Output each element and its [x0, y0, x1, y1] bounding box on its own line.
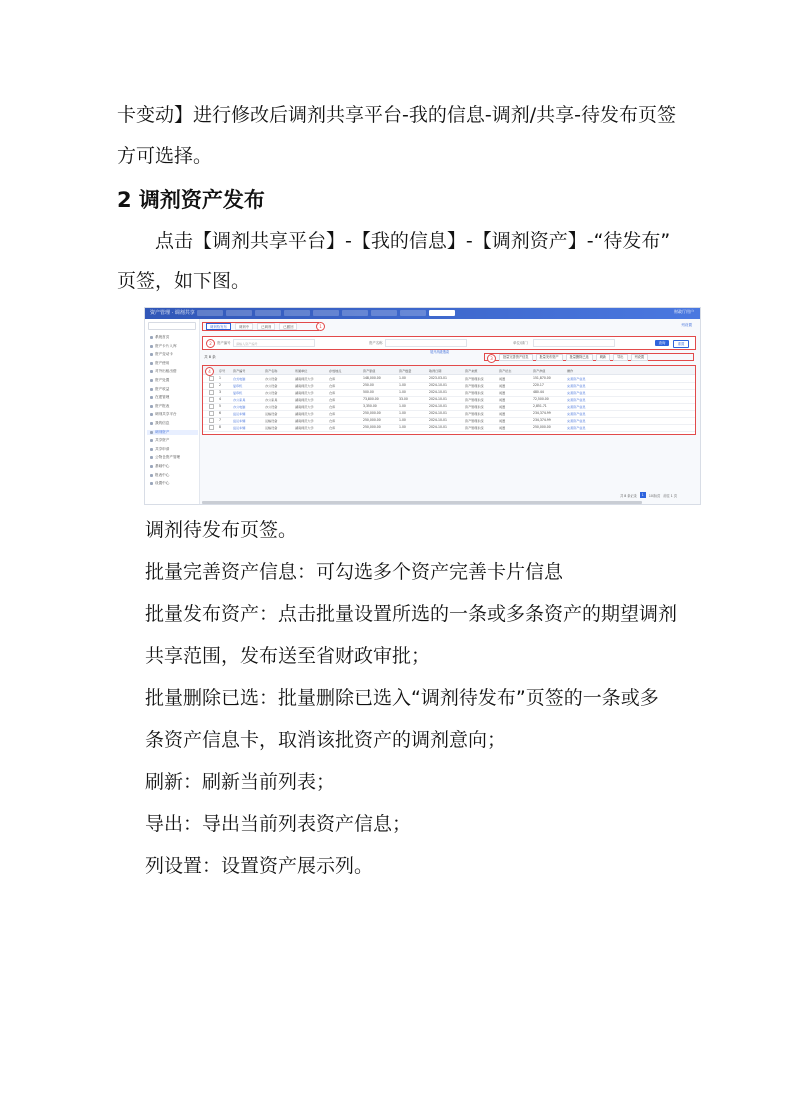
pager-size-select[interactable]: 10条/页	[648, 493, 661, 498]
sidebar-item[interactable]	[150, 369, 177, 374]
table-cell: 仓库	[329, 419, 336, 423]
table-cell: 仓库	[329, 391, 336, 395]
pager-current-page[interactable]: 1	[641, 493, 644, 497]
table-cell: 仓库	[329, 398, 336, 402]
menu-icon	[150, 353, 153, 356]
batch-publish-button[interactable]: 批量发布资产	[536, 354, 563, 361]
column-header[interactable]: 所属单位	[295, 369, 308, 373]
reset-button[interactable]: 重置	[673, 340, 689, 348]
callout-badge: 3	[487, 354, 496, 363]
table-cell: 4	[219, 397, 221, 401]
sidebar	[145, 319, 200, 504]
asset-code-input[interactable]	[233, 339, 315, 347]
table-cell: 1.00	[399, 411, 406, 415]
table-cell: 仓库	[329, 377, 336, 381]
table-cell: 资产管理系统	[465, 398, 484, 402]
menu-icon	[150, 396, 153, 399]
sidebar-item[interactable]	[150, 421, 169, 426]
export-button[interactable]: 导出	[613, 354, 627, 361]
column-header[interactable]: 资产原值	[363, 369, 376, 373]
sidebar-item[interactable]	[150, 455, 180, 460]
table-cell: 资产管理系统	[465, 384, 484, 388]
table-cell: 3	[219, 390, 221, 394]
menu-icon	[150, 465, 153, 468]
table-cell: 闲置	[499, 412, 506, 416]
table-cell[interactable]: 办公家具	[233, 398, 246, 402]
sidebar-item[interactable]	[150, 481, 169, 486]
row-action-link[interactable]: 完善资产信息	[567, 384, 586, 388]
topbar-tab-active[interactable]	[429, 310, 455, 316]
row-checkbox[interactable]	[209, 404, 214, 409]
pager-total: 共 8 条记录	[620, 493, 637, 498]
table-cell[interactable]: 复印机	[233, 384, 243, 388]
table-cell: 1.00	[399, 404, 406, 408]
table-cell: 250,000.00	[533, 425, 551, 429]
row-action-link[interactable]: 完善资产信息	[567, 412, 586, 416]
batch-complete-button[interactable]: 批量完善资产信息	[499, 354, 533, 361]
sidebar-item-label: 共享申请	[155, 446, 170, 451]
sidebar-item-label: 资产收益	[155, 386, 170, 391]
table-cell: 运输设备	[265, 426, 278, 430]
unit-input[interactable]	[533, 339, 615, 347]
table-cell: 1.00	[399, 383, 406, 387]
table-cell: 8	[219, 425, 221, 429]
menu-icon	[150, 482, 153, 485]
menu-icon	[150, 456, 153, 459]
table-cell: 6	[219, 411, 221, 415]
table-cell: 151,870.00	[533, 376, 551, 380]
table-cell: 2024-10-01	[429, 411, 447, 415]
table-cell: 1.00	[399, 418, 406, 422]
table-cell: 运输设备	[265, 419, 278, 423]
table-cell: 250,000.00	[363, 411, 381, 415]
asset-name-input[interactable]	[385, 339, 467, 347]
column-header[interactable]: 资产名称	[265, 369, 278, 373]
sidebar-item[interactable]	[150, 395, 169, 400]
table-cell: 湖南师范大学	[295, 426, 314, 430]
sidebar-item[interactable]	[150, 473, 169, 478]
table-cell: 仓库	[329, 384, 336, 388]
table-cell: 1.00	[399, 376, 406, 380]
topbar-tab[interactable]	[400, 310, 426, 316]
table-cell: 湖南师范大学	[295, 391, 314, 395]
table-cell: 仓库	[329, 412, 336, 416]
table-cell: 2024-10-01	[429, 418, 447, 422]
table-cell: 资产管理系统	[465, 391, 484, 395]
table-cell: 办公设备	[265, 384, 278, 388]
para-refresh: 刷新：刷新当前列表；	[145, 771, 336, 793]
topbar-tabs	[197, 310, 455, 316]
table-cell[interactable]: 复印机	[233, 391, 243, 395]
sidebar-item[interactable]	[150, 438, 169, 443]
table-cell: 480.44	[533, 390, 544, 394]
table-cell: 闲置	[499, 426, 506, 430]
horizontal-scrollbar[interactable]	[202, 501, 642, 504]
sidebar-item[interactable]	[147, 430, 198, 435]
table-cell: 湖南师范大学	[295, 398, 314, 402]
menu-icon	[150, 413, 153, 416]
para-batch-info: 批量完善资产信息：可勾选多个资产完善卡片信息	[145, 561, 564, 583]
row-checkbox[interactable]	[209, 411, 214, 416]
table-cell[interactable]: 办公电脑	[233, 405, 246, 409]
sidebar-item-label: 资产报表	[155, 403, 170, 408]
row-divider	[203, 431, 695, 432]
table-cell: 234,374.99	[533, 411, 551, 415]
sidebar-item-label: 资产卡片入库	[155, 343, 177, 348]
para-batch-publish-2: 共享范围，发布送至省财政审批；	[145, 645, 431, 667]
table-cell[interactable]: 货运车辆	[233, 426, 246, 430]
table-cell: 资产管理系统	[465, 377, 484, 381]
row-checkbox[interactable]	[209, 390, 214, 395]
menu-icon	[150, 431, 153, 434]
table-cell: 1	[219, 376, 221, 380]
table-cell: 2024-10-01	[429, 397, 447, 401]
para-export: 导出：导出当前列表资产信息；	[145, 813, 412, 835]
sidebar-item-label: 设置中心	[155, 481, 170, 486]
para-batch-delete-2: 条资产信息卡，取消该批资产的调剂意向；	[145, 729, 507, 751]
topbar-tab[interactable]	[255, 310, 281, 316]
table-cell: 湖南师范大学	[295, 384, 314, 388]
search-button[interactable]: 查询	[655, 340, 669, 346]
callout-badge: 4	[205, 367, 214, 376]
asset-code-label: 资产编号	[217, 341, 231, 345]
table-toolbar	[484, 353, 694, 361]
table-cell: 33.00	[399, 397, 408, 401]
row-action-link[interactable]: 完善资产信息	[567, 398, 586, 402]
user-name[interactable]: 财政厅用户	[674, 309, 694, 314]
table-cell: 2,851.71	[533, 404, 547, 408]
table-cell: 闲置	[499, 391, 506, 395]
table-cell: 资产管理系统	[465, 426, 484, 430]
table-cell: 73,800.00	[363, 397, 379, 401]
table-cell: 500.00	[363, 390, 374, 394]
table-cell: 仓库	[329, 405, 336, 409]
sidebar-item-label: 资产变动卡	[155, 352, 173, 357]
record-count: 共 8 条	[204, 355, 216, 359]
main-panel	[200, 319, 700, 504]
column-header[interactable]: 资产来源	[465, 369, 478, 373]
topbar-tab[interactable]	[197, 310, 223, 316]
table-cell: 闲置	[499, 405, 506, 409]
table-cell[interactable]: 货运车辆	[233, 419, 246, 423]
para-tab: 调剂待发布页签。	[145, 519, 298, 541]
row-action-link[interactable]: 完善资产信息	[567, 377, 586, 381]
table-cell: 湖南师范大学	[295, 412, 314, 416]
table-cell: 闲置	[499, 377, 506, 381]
intro-line-1: 点击【调剂共享平台】-【我的信息】-【调剂资产】-“待发布”	[155, 230, 671, 252]
para-column-setting: 列设置：设置资产展示列。	[145, 855, 374, 877]
table-cell: 办公设备	[265, 405, 278, 409]
app-title: 资产管理 · 调剂共享	[150, 310, 195, 316]
row-action-link[interactable]: 完善资产信息	[567, 426, 586, 430]
column-header[interactable]: 序号	[219, 369, 226, 373]
sidebar-item-label: 共享资产	[155, 438, 170, 443]
para-line-2: 方可选择。	[117, 145, 213, 167]
sidebar-item-label: 对外出租出借	[155, 369, 177, 374]
embedded-screenshot	[144, 307, 701, 505]
column-header[interactable]: 资产状态	[499, 369, 512, 373]
row-action-link[interactable]: 完善资产信息	[567, 419, 586, 423]
table-cell: 7	[219, 418, 221, 422]
intro-line-2: 页签，如下图。	[117, 270, 251, 292]
table-cell: 5	[219, 404, 221, 408]
callout-badge: 2	[206, 339, 215, 348]
table-cell: 运输设备	[265, 412, 278, 416]
asset-code-placeholder: 请输入资产编号	[236, 342, 258, 346]
table-cell: 办公家具	[265, 398, 278, 402]
app-topbar	[145, 308, 700, 319]
asset-name-label: 资产名称	[369, 341, 383, 345]
menu-icon	[150, 379, 153, 382]
table-cell[interactable]: 货运车辆	[233, 412, 246, 416]
table-cell: 湖南师范大学	[295, 419, 314, 423]
para-line-1: 卡变动】进行修改后调剂共享平台-我的信息-调剂/共享-待发布页签	[117, 104, 676, 126]
sub-tabs	[202, 322, 319, 331]
topbar-tab[interactable]	[226, 310, 252, 316]
sidebar-item-label: 资产使用	[155, 360, 170, 365]
table-cell: 72,500.00	[533, 397, 549, 401]
sidebar-item[interactable]	[150, 464, 169, 469]
menu-icon	[150, 345, 153, 348]
column-setting-button[interactable]: 列设置	[631, 354, 649, 361]
table-cell: 资产管理系统	[465, 405, 484, 409]
sidebar-item-label: 我的信息	[155, 421, 170, 425]
row-checkbox[interactable]	[209, 376, 214, 381]
para-batch-publish-1: 批量发布资产：点击批量设置所选的一条或多条资产的期望调剂	[145, 603, 678, 625]
sidebar-item[interactable]	[150, 361, 169, 366]
menu-icon	[150, 448, 153, 451]
table-cell: 2024-10-01	[429, 404, 447, 408]
menu-icon	[150, 405, 153, 408]
row-action-link[interactable]: 完善资产信息	[567, 391, 586, 395]
batch-delete-button[interactable]: 批量删除已选	[566, 354, 593, 361]
sidebar-item-label: 系统首页	[155, 335, 170, 339]
asset-table	[202, 365, 696, 435]
expand-search-link[interactable]: 展开高级搜索	[430, 350, 450, 354]
table-cell: 闲置	[499, 398, 506, 402]
table-cell: 250,000.00	[363, 418, 381, 422]
column-setting-link[interactable]: 列设置	[681, 323, 692, 327]
column-header[interactable]: 操作	[567, 369, 574, 373]
table-cell: 办公设备	[265, 377, 278, 381]
topbar-tab[interactable]	[284, 310, 310, 316]
refresh-button[interactable]: 刷新	[596, 354, 610, 361]
table-cell: 234,374.99	[533, 418, 551, 422]
column-header[interactable]: 取得日期	[429, 369, 442, 373]
table-cell: 250.00	[363, 383, 374, 387]
menu-icon	[150, 388, 153, 391]
column-header[interactable]: 资产数量	[399, 369, 412, 373]
sidebar-item-label: 调剂共享平台	[155, 412, 177, 417]
tab-done[interactable]: 已调剂	[257, 323, 275, 330]
table-cell: 办公设备	[265, 391, 278, 395]
topbar-tab[interactable]	[313, 310, 339, 316]
table-cell: 2024-10-01	[429, 390, 447, 394]
sidebar-item[interactable]	[150, 387, 169, 392]
row-checkbox[interactable]	[209, 397, 214, 402]
table-cell: 2023-03-01	[429, 376, 447, 380]
row-checkbox[interactable]	[209, 418, 214, 423]
sidebar-item-label: 基础中心	[155, 464, 170, 468]
sidebar-item[interactable]	[150, 412, 177, 417]
column-header[interactable]: 存放地点	[329, 369, 342, 373]
tab-withdrawn[interactable]: 已撤回	[279, 323, 297, 330]
tab-in-progress[interactable]: 调剂中	[235, 323, 253, 330]
table-cell: 仓库	[329, 426, 336, 430]
sidebar-item-label: 报表中心	[155, 472, 170, 477]
menu-icon	[150, 362, 153, 365]
sidebar-item[interactable]	[150, 344, 177, 349]
table-cell: 闲置	[499, 384, 506, 388]
column-header[interactable]: 资产编号	[233, 369, 246, 373]
table-cell: 闲置	[499, 419, 506, 423]
sidebar-item[interactable]	[150, 335, 169, 340]
table-cell: 1.00	[399, 425, 406, 429]
sidebar-item[interactable]	[150, 404, 169, 409]
table-cell: 250,000.00	[363, 425, 381, 429]
pager-goto[interactable]: 前往 1 页	[663, 493, 677, 498]
menu-icon	[150, 336, 153, 339]
topbar-tab[interactable]	[371, 310, 397, 316]
menu-icon	[150, 439, 153, 442]
row-action-link[interactable]: 完善资产信息	[567, 405, 586, 409]
sidebar-item[interactable]	[150, 447, 169, 452]
table-cell: 资产管理系统	[465, 419, 484, 423]
sidebar-search-input[interactable]	[148, 322, 196, 330]
column-header[interactable]: 资产净值	[533, 369, 546, 373]
filter-bar	[202, 336, 696, 350]
table-cell: 湖南师范大学	[295, 377, 314, 381]
sidebar-item-label: 调剂资产	[155, 429, 170, 434]
menu-icon	[150, 474, 153, 477]
topbar-tab[interactable]	[342, 310, 368, 316]
section-heading: 2 调剂资产发布	[117, 188, 265, 212]
callout-badge: 1	[316, 322, 325, 331]
unit-label: 单位/部门	[513, 341, 528, 345]
row-checkbox[interactable]	[209, 425, 214, 430]
table-cell: 湖南师范大学	[295, 405, 314, 409]
table-cell: 148,000.00	[363, 376, 381, 380]
table-cell: 1.00	[399, 390, 406, 394]
table-cell: 资产管理系统	[465, 412, 484, 416]
sidebar-item[interactable]	[150, 352, 173, 357]
tab-pending-publish[interactable]: 调剂待发布	[206, 323, 231, 330]
pagination	[620, 492, 677, 498]
sidebar-item-label: 公物仓资产管理	[155, 455, 181, 460]
sidebar-item-label: 资产处置	[155, 378, 170, 382]
table-cell: 2024-10-01	[429, 425, 447, 429]
menu-icon	[150, 422, 153, 425]
table-cell[interactable]: 台式电脑	[233, 377, 246, 381]
table-cell: 220.17	[533, 383, 544, 387]
para-batch-delete-1: 批量删除已选：批量删除已选入“调剂待发布”页签的一条或多	[145, 687, 659, 709]
sidebar-item[interactable]	[150, 378, 169, 383]
table-cell: 2024-10-01	[429, 383, 447, 387]
menu-icon	[150, 370, 153, 373]
row-checkbox[interactable]	[209, 383, 214, 388]
sidebar-item-label: 在建管理	[155, 395, 170, 400]
table-cell: 2	[219, 383, 221, 387]
table-cell: 3,350.00	[363, 404, 377, 408]
